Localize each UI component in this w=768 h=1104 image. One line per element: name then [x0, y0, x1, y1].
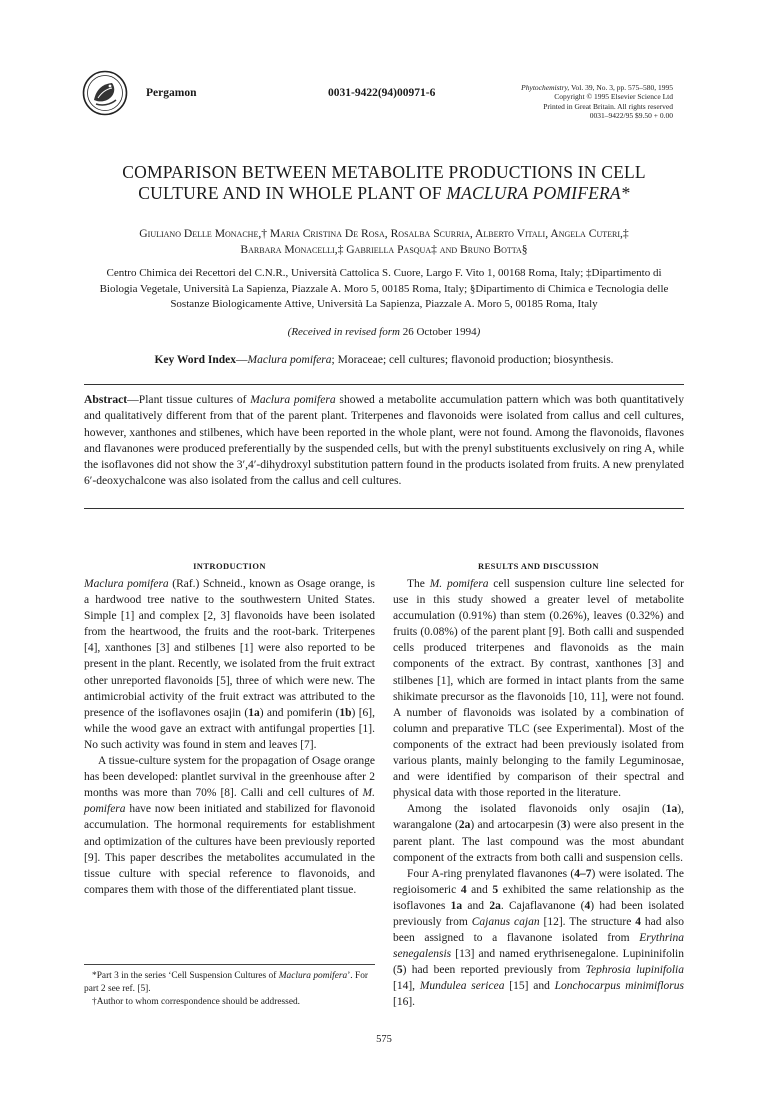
publisher-emblem-icon	[82, 70, 128, 116]
text-run: ), warangalone (	[393, 803, 684, 832]
intro-paragraph-1	[84, 576, 375, 753]
text-run: 5	[396, 964, 403, 977]
text-run: 5	[492, 883, 499, 896]
text-run: ’. For part 2 see ref. [5].	[84, 971, 369, 994]
title-line-1: COMPARISON BETWEEN METABOLITE PRODUCTIONS IN CELL	[122, 162, 646, 182]
footnote-series	[84, 970, 375, 996]
text-run: ) had been reported previously from	[402, 964, 586, 977]
text-run: *Part 3 in the series ‘Cell Suspension Cultures of	[92, 971, 279, 981]
abstract-label: Abstract	[84, 393, 128, 406]
affiliation-line-3: Sostanze Biologicamente Attive, Università La Sapienza, Piazzale A. Moro 5, 00185 Roma, Italy	[170, 298, 598, 310]
text-run: had also been assigned to a flavanone isolated from	[393, 915, 684, 945]
intro-paragraph-2	[84, 753, 375, 898]
text-run: ) were also present in the parent plant. The last compound was the most abundant component of the extracts from both calli and suspension cells.	[393, 819, 684, 864]
text-run: The	[407, 578, 430, 590]
keyword-index: Key Word Index—Maclura pomifera; Moraceae; cell cultures; flavonoid production; biosynthesis.	[154, 354, 614, 366]
text-run: Cajanus cajan	[471, 915, 540, 928]
text-run: Maclura pomifera	[278, 971, 348, 981]
text-run: M. pomifera	[429, 578, 489, 590]
text-run: Tephrosia lupinifolia	[585, 964, 685, 977]
authors-line-2: Barbara Monacelli,‡ Gabriella Pasqua‡ and Bruno Botta§	[240, 242, 528, 256]
journal-citation	[521, 83, 673, 92]
text-run: [15] and	[504, 980, 555, 993]
text-run: 1a	[450, 899, 463, 912]
paper-title	[84, 162, 684, 204]
text-run: [12]. The structure	[539, 915, 636, 928]
page-number: 575	[376, 1034, 392, 1045]
text-run: ) and pomiferin (	[259, 706, 340, 719]
results-paragraph-3	[393, 866, 684, 1011]
text-run: Four A-ring prenylated flavanones (	[407, 867, 575, 880]
received-date: (Received in revised form 26 October 1994)	[287, 326, 481, 338]
publisher-name: Pergamon	[146, 87, 197, 99]
results-paragraph-2	[393, 801, 684, 865]
affiliations	[84, 266, 684, 313]
text-run: Lonchocarpus minimiflorus	[554, 980, 684, 993]
footnote-correspondence	[84, 996, 375, 1009]
text-run: 2a	[458, 819, 471, 832]
text-run: [16].	[393, 996, 416, 1009]
journal-info	[521, 83, 673, 121]
abstract: Abstract—Plant tissue cultures of Maclura pomifera showed a metabolite accumulation pattern which was both quantitatively and qualitatively different from that of the parent plant. Triterpenes and flavonoids were isolated from callus and cell cultures, however, xanthones and stilbenes, which have been reported in the whole plant, were not found. Among the flavonoids, flavones and flavanones were produced preferentially by the suspended cells, but with the prenyl substituents exclusively on ring A, while the isoflavones did not show the 3′,4′-dihydroxyl substitution pattern found in the products isolated from fruits. A new prenylated 6′-deoxychalcone was also isolated from the callus and cell cultures.	[84, 393, 684, 488]
results-body	[393, 576, 684, 1011]
authors-line-1: Giuliano Delle Monache,† Maria Cristina De Rosa, Rosalba Scurria, Alberto Vitali, Angela Cuteri,‡	[139, 227, 629, 240]
results-paragraph-1	[393, 576, 684, 801]
text-run: [14],	[393, 980, 420, 993]
article-code: 0031-9422(94)00971-6	[328, 87, 436, 99]
text-run: (Raf.) Schneid., known as Osage orange, is a hardwood tree native to the southwestern United States. Simple [1] and complex [2, 3] flavonoids have been isolated from the heartwood, the fruits and the root-bark. Triterpenes [4], xanthones [3] and stilbenes [1] were also reported to be present in the plant. Recently, we isolated from the fruit extract other unreported flavonoids [5], three of which were new. The antimicrobial activity of the fruit extract was attributed to the presence of the isoflavones osajin (	[84, 578, 375, 719]
text-run: cell suspension culture line selected for use in this study showed a greater level of metabolite accumulation (0.91%) than stem (0.26%), leaves (0.32%) and fruits (0.08%) of the parent plant [9]. Both calli and suspended cells produced triterpenes and flavonoids as the main components of the extract. By contrast, xanthones [3] and stilbenes [1], which are formed in intact plants from the same shikimate precursor as the flavonoids [10, 11], were not found. A number of flavonoids was isolated by a combination of column and preparative TLC (see Experimental). Most of the components of the extract had been previously isolated from various plants, mainly belonging to the family Leguminosae, and were identified by comparison of their spectral and physical data with those reported in the literature.	[393, 578, 684, 800]
text-run: ) [6], while the wood gave an extract with antifungal properties [1]. No such activity was found in stem and leaves [7].	[84, 706, 375, 751]
text-run: 1a	[248, 706, 260, 719]
abstract-bottom-rule	[84, 508, 684, 509]
text-run: and	[462, 899, 490, 912]
text-run: ) were isolated. The regioisomeric	[393, 867, 684, 896]
text-run: 3	[560, 819, 567, 832]
price-line: 0031–9422/95 $9.50 + 0.00	[589, 111, 673, 121]
text-run: ) and artocarpesin (	[470, 819, 561, 832]
footnotes	[84, 970, 375, 1009]
abstract-top-rule	[84, 384, 684, 385]
text-run: ) had been isolated previously from	[393, 899, 684, 928]
affiliation-line-1: Centro Chimica dei Recettori del C.N.R., Università Cattolica S. Cuore, Largo F. Vito 1, 00168 Roma, Italy; ‡Dipartimento di	[106, 267, 662, 279]
text-run: and	[466, 883, 493, 896]
text-run: Erythrina senegalensis	[393, 932, 684, 961]
text-run: 1a	[665, 803, 678, 816]
text-run: 4	[460, 883, 467, 896]
text-run: 4	[584, 899, 591, 912]
text-run: [13] and named erythrisenegalone. Lupininifolin (	[393, 948, 684, 977]
journal-volume: Vol. 39, No. 3, pp. 575–580, 1995	[569, 83, 673, 92]
text-run: Mundulea sericea	[419, 980, 505, 993]
copyright-line: Copyright © 1995 Elsevier Science Ltd	[554, 92, 673, 102]
text-run: exhibited the same relationship as the isoflavones	[393, 883, 684, 912]
results-heading: RESULTS AND DISCUSSION	[478, 561, 599, 571]
text-run: M. pomifera	[84, 787, 375, 816]
text-run: A tissue-culture system for the propagation of Osage orange has been developed: plantlet survival in the greenhouse after 2 months was more than 70% [8]. Calli and cell cultures of	[84, 755, 375, 800]
title-line-2: CULTURE AND IN WHOLE PLANT OF MACLURA POMIFERA*	[138, 183, 630, 203]
text-run: 1b	[339, 706, 352, 719]
footnote-rule	[84, 964, 375, 965]
text-run: 4–7	[574, 867, 592, 880]
text-run: †Author to whom correspondence should be addressed.	[92, 997, 301, 1007]
text-run: have now been initiated and stabilized for flavonoid accumulation. The hormonal requirements for establishment and optimization of the cultures have been previously reported [9]. This paper describes the metabolites accumulated in the tissue culture with special reference to flavonoids, and compares them with those of the differentiated plant tissue.	[84, 803, 375, 896]
printed-line: Printed in Great Britain. All rights reserved	[543, 101, 673, 111]
introduction-body	[84, 576, 375, 898]
text-run: 4	[635, 915, 641, 928]
author-list	[84, 226, 684, 257]
affiliation-line-2: Biologia Vegetale, Università La Sapienza, Piazzale A. Moro 5, 00185 Roma, Italy; §Dipartimento di Chimica e Tecnologia delle	[99, 282, 669, 295]
introduction-heading: INTRODUCTION	[193, 561, 266, 571]
keyword-label: Key Word Index	[154, 354, 237, 366]
text-run: . Cajaflavanone (	[500, 899, 585, 912]
text-run: Maclura pomifera	[84, 578, 169, 590]
journal-name: Phytochemistry,	[521, 83, 570, 92]
text-run: Among the isolated flavonoids only osajin (	[407, 803, 666, 816]
text-run: 2a	[489, 899, 501, 912]
